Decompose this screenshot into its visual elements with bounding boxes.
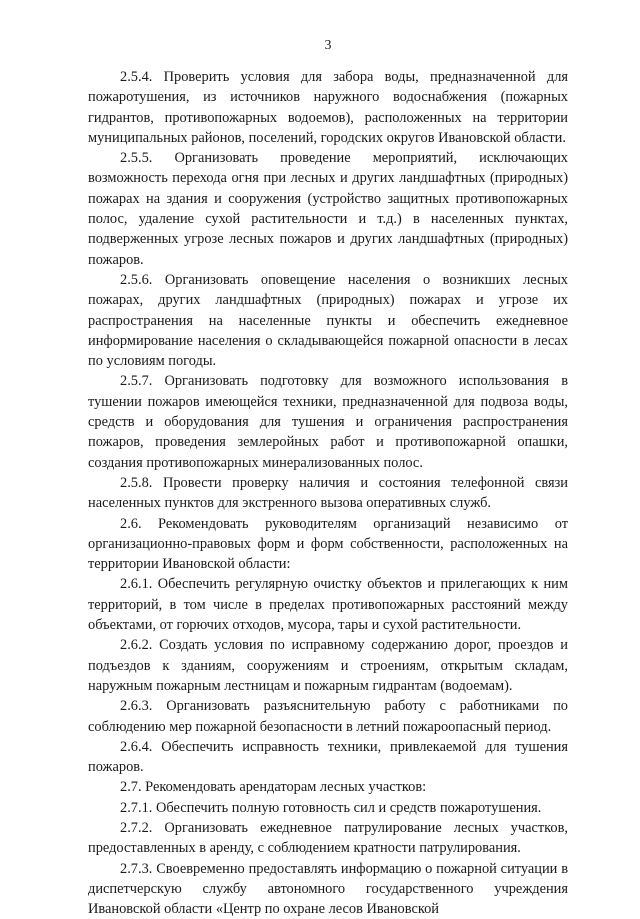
paragraph-2-5-6: 2.5.6. Организовать оповещение населения о возникших лесных пожарах, других ландшафтных (природных) пожарах и угрозе их распространения на населенные пункты и обеспечить ежедневное информирование населения о складывающейся пожарной опасности в лесах по условиям погоды. — [88, 271, 568, 370]
paragraph-2-5-4: 2.5.4. Проверить условия для забора воды, предназначенной для пожаротушения, из источников наружного водоснабжения (пожарных гидрантов, противопожарных водоемов), расположенных на территории муниципальных районов, поселений, городских округов Ивановской области. — [88, 69, 568, 146]
paragraph-2-5-7: 2.5.7. Организовать подготовку для возможного использования в тушении пожаров имеющейся техники, предназначенной для подвоза воды, средств и оборудования для тушения и ограничения распространения пожаров, проведения землеройных работ и противопожарной опашки, создания противопожарных минерализованных полос. — [88, 373, 568, 471]
paragraph-2-7-1: 2.7.1. Обеспечить полную готовность сил и средств пожаротушения. — [120, 799, 542, 816]
document-body — [88, 67, 568, 919]
document-page — [88, 0, 568, 918]
paragraph-2-7: 2.7. Рекомендовать арендаторам лесных участков: — [120, 779, 427, 796]
paragraph-2-5-8: 2.5.8. Провести проверку наличия и состояния телефонной связи населенных пунктов для экстренного вызова оперативных служб. — [88, 474, 568, 512]
paragraph-2-6-2: 2.6.2. Создать условия по исправному содержанию дорог, проездов и подъездов к зданиям, сооружениям и строениям, открытым складам, наружным пожарным лестницам и пожарным гидрантам (водоемам). — [88, 637, 568, 694]
paragraph-2-6-1: 2.6.1. Обеспечить регулярную очистку объектов и прилегающих к ним территорий, в том числе в пределах противопожарных расстояний между объектами, от горючих отходов, мусора, тары и сухой растительности. — [88, 576, 568, 634]
paragraph-2-6-4: 2.6.4. Обеспечить исправность техники, привлекаемой для тушения пожаров. — [88, 738, 568, 776]
paragraph-2-7-3: 2.7.3. Своевременно предоставлять информацию о пожарной ситуации в диспетчерскую службу автономного государственного учреждения Ивановской области «Центр по охране лесов Ивановской — [88, 860, 568, 918]
paragraph-2-5-5: 2.5.5. Организовать проведение мероприятий, исключающих возможность перехода огня при лесных и других ландшафтных (природных) пожарах на здания и сооружения (устройство защитных противопожарных полос, удаление сухой растительности и т.д.) в населенных пунктах, подверженных угрозе лесных пожаров и других ландшафтных (природных) пожаров. — [88, 150, 568, 268]
paragraph-2-6: 2.6. Рекомендовать руководителям организаций независимо от организационно-правовых форм и форм собственности, расположенных на территории Ивановской области: — [88, 515, 568, 573]
paragraph-2-7-2: 2.7.2. Организовать ежедневное патрулирование лесных участков, предоставленных в аренду, с соблюдением кратности патрулирования. — [88, 819, 568, 857]
page-number: 3 — [324, 38, 332, 53]
paragraph-2-6-3: 2.6.3. Организовать разъяснительную работу с работниками по соблюдению мер пожарной безопасности в летний пожароопасный период. — [88, 698, 568, 735]
